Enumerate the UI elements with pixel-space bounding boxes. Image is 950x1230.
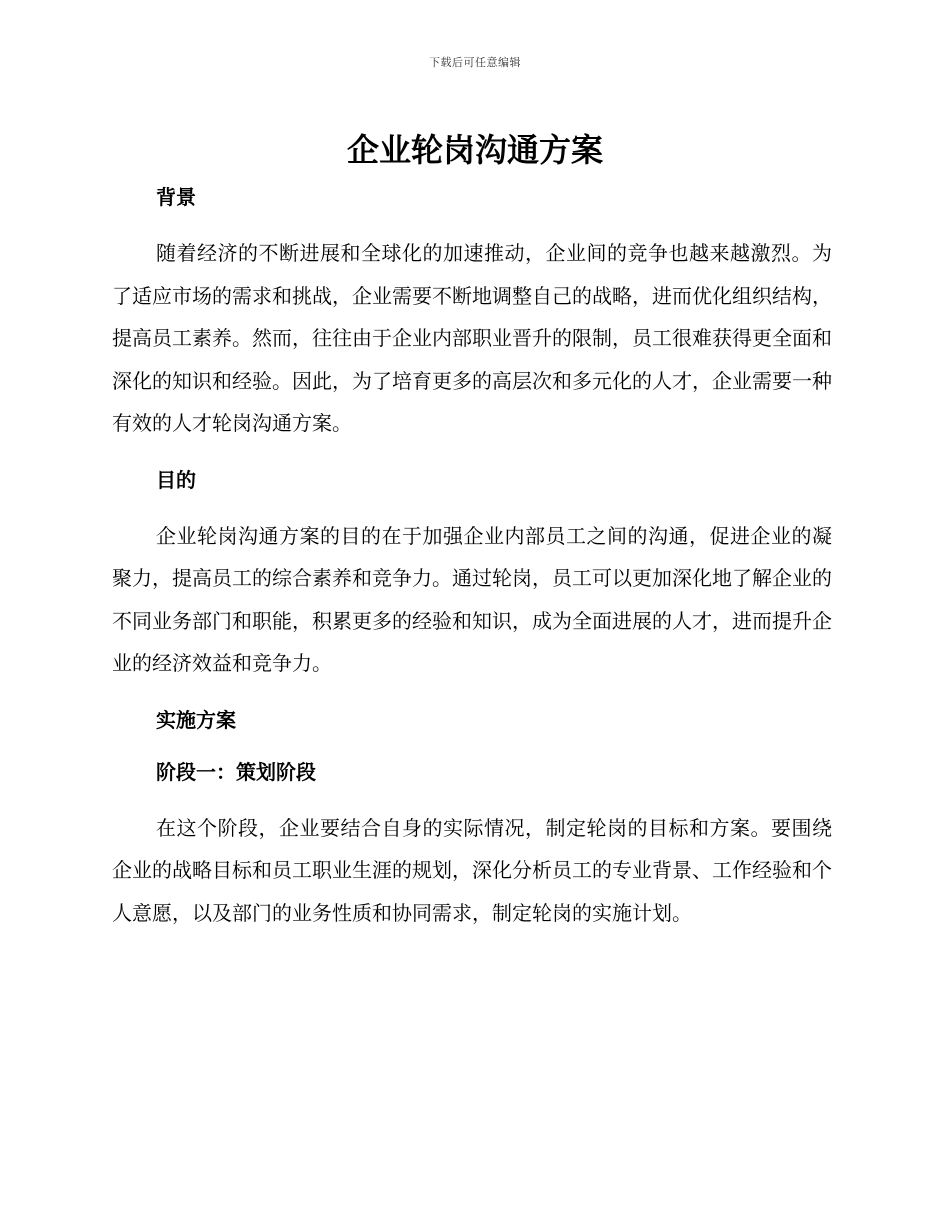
- section-heading-background: 背景: [156, 185, 196, 209]
- section-heading-implementation: 实施方案: [156, 707, 236, 732]
- document-title: 企业轮岗沟通方案: [346, 131, 603, 169]
- subheading-stage-one: 阶段一：策划阶段: [156, 759, 316, 784]
- section-heading-purpose: 目的: [156, 467, 196, 492]
- paragraph-stage-one: 在这个阶段，企业要结合自身的实际情况，制定轮岗的目标和方案。要围绕企业的战略目标和员工职业生涯的规划，深化分析员工的专业背景、工作经验和个人意愿，以及部门的业务性质和协同需求，制定轮岗的实施计划。: [112, 815, 832, 925]
- paragraph-background: 随着经济的不断进展和全球化的加速推动，企业间的竞争也越来越激烈。为了适应市场的需求和挑战，企业需要不断地调整自己的战略，进而优化组织结构，提高员工素养。然而，往往由于企业内部职业晋升的限制，员工很难获得更全面和深化的知识和经验。因此，为了培育更多的高层次和多元化的人才，企业需要一种有效的人才轮岗沟通方案。: [112, 241, 832, 435]
- paragraph-purpose: 企业轮岗沟通方案的目的在于加强企业内部员工之间的沟通，促进企业的凝聚力，提高员工的综合素养和竞争力。通过轮岗，员工可以更加深化地了解企业的不同业务部门和职能，积累更多的经验和知识，成为全面进展的人才，进而提升企业的经济效益和竞争力。: [112, 523, 832, 675]
- header-note: 下载后可任意编辑: [429, 56, 521, 69]
- document-body: [112, 180, 832, 952]
